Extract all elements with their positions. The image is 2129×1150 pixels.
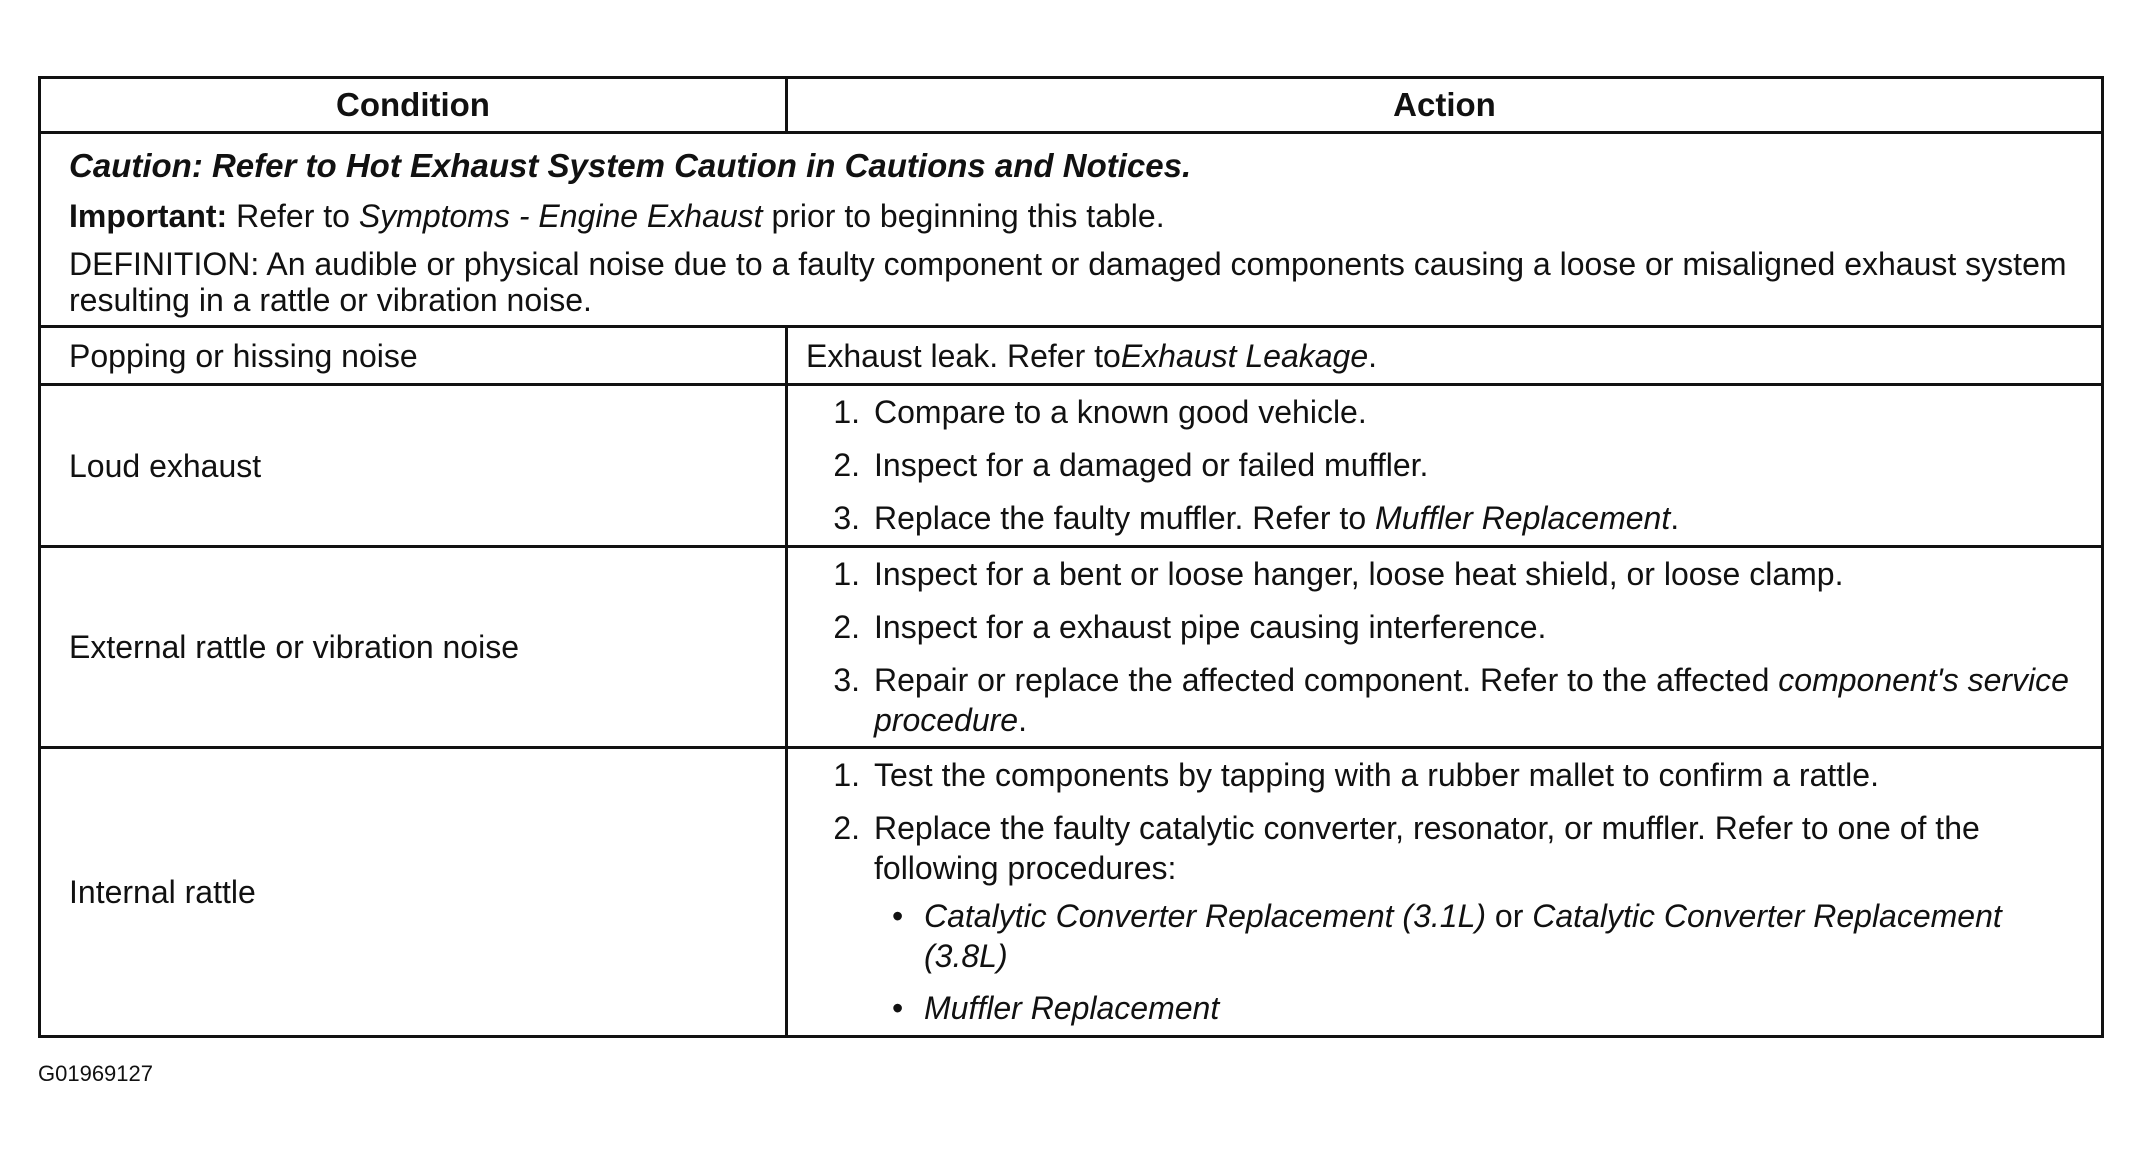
figure-id: G01969127: [38, 1061, 153, 1086]
step-list: [824, 392, 2073, 538]
condition-internal-rattle: Internal rattle: [41, 749, 788, 1035]
action-text-pre: Exhaust leak. Refer to: [806, 337, 1121, 374]
procedure-list: [874, 896, 2073, 1028]
action-external-rattle: [788, 548, 2101, 749]
action-popping-hissing: [788, 328, 2101, 386]
important-text-post: prior to beginning this table.: [762, 198, 1165, 234]
caution-note: Caution: Refer to Hot Exhaust System Caution in Cautions and Notices.: [69, 147, 1192, 184]
step-list: [824, 755, 2073, 1028]
step-item: 1. Test the components by tapping with a rubber mallet to confirm a rattle.: [833, 757, 1879, 793]
important-label: Important:: [69, 198, 228, 234]
procedure-item: • Muffler Replacement: [892, 990, 1220, 1026]
catalytic-converter-31l-reference: Catalytic Converter Replacement (3.1L): [924, 898, 1487, 934]
column-header-action: Action: [788, 79, 2101, 134]
diagnostic-table: [38, 76, 2104, 1038]
muffler-replacement-reference: Muffler Replacement: [924, 990, 1220, 1026]
step-item: 2. Inspect for a damaged or failed muffler.: [833, 447, 1429, 483]
column-header-condition: Condition: [41, 79, 788, 134]
step-item: 2. Inspect for a exhaust pipe causing interference.: [833, 609, 1547, 645]
action-loud-exhaust: [788, 386, 2101, 548]
muffler-replacement-reference: Muffler Replacement: [1375, 500, 1671, 536]
step-item: 1. Inspect for a bent or loose hanger, loose heat shield, or loose clamp.: [833, 556, 1844, 592]
important-reference: Symptoms - Engine Exhaust: [358, 198, 763, 234]
condition-popping-hissing: Popping or hissing noise: [41, 328, 788, 386]
condition-loud-exhaust: Loud exhaust: [41, 386, 788, 548]
step-item: 3. Replace the faulty muffler. Refer to Muffler Replacement.: [833, 500, 1680, 536]
catalytic-converter-38l-reference: Catalytic Converter Replacement (3.8L): [924, 898, 2002, 974]
step-item: 1. Compare to a known good vehicle.: [833, 394, 1367, 430]
step-item: 3. Repair or replace the affected component. Refer to the affected component's service procedure.: [833, 662, 2069, 738]
table-notes: [41, 134, 2101, 328]
important-text-pre: Refer to: [227, 198, 359, 234]
condition-external-rattle: External rattle or vibration noise: [41, 548, 788, 749]
exhaust-leakage-reference: Exhaust Leakage: [1120, 337, 1369, 374]
action-internal-rattle: [788, 749, 2101, 1035]
definition-note: DEFINITION: An audible or physical noise due to a faulty component or damaged components causing a loose or misaligned exhaust system resulting in a rattle or vibration noise.: [69, 246, 2067, 318]
important-note: [69, 194, 2073, 238]
step-list: [824, 554, 2073, 740]
procedure-item: • Catalytic Converter Replacement (3.1L) or Catalytic Converter Replacement (3.8L): [892, 898, 2002, 974]
step-item: 2. Replace the faulty catalytic converter, resonator, or muffler. Refer to one of the following procedures: • Catalytic Converter Replacement (3.1L) or Catalytic Converter Replacement (3.8L) • Muffler Replacement: [824, 808, 2073, 1028]
service-procedure-reference: component's service procedure: [874, 662, 2069, 738]
action-text-post: .: [1368, 337, 1378, 374]
